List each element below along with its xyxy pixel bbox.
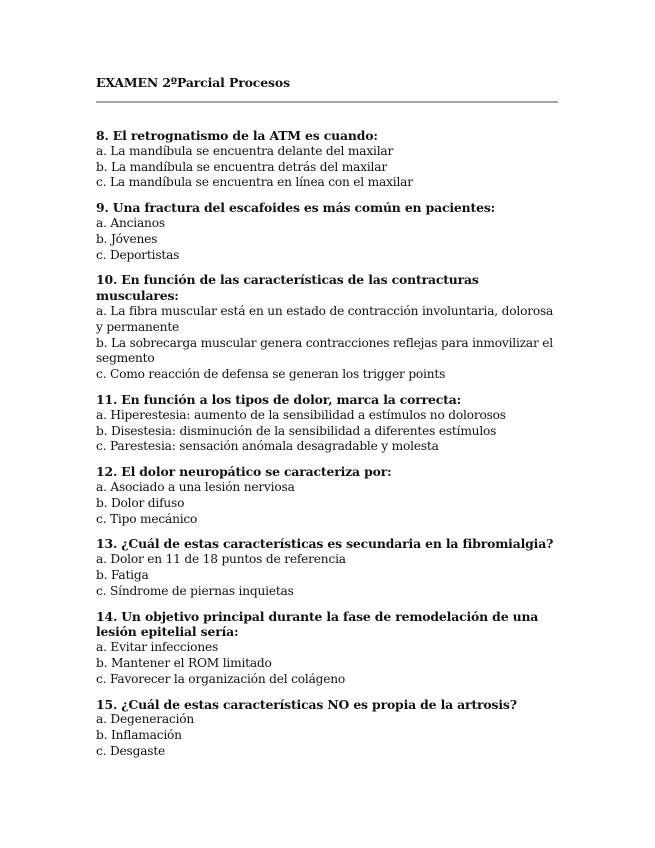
answer-option: a. Degeneración [96,712,195,727]
answer-option: b. Mantener el ROM limitado [96,655,272,670]
question-title: 15. ¿Cuál de estas características NO es propia de la artrosis? [96,696,517,712]
question-block [96,464,562,527]
answer-option: b. La mandíbula se encuentra detrás del maxilar [96,159,387,174]
question-title: 9. Una fractura del escafoides es más común en pacientes: [96,200,496,216]
question-block [96,536,562,599]
answer-option: c. La mandíbula se encuentra en línea con el maxilar [96,175,413,190]
answer-option: a. Evitar infecciones [96,640,219,655]
question-block [96,272,562,383]
answer-option: b. Inflamación [96,728,182,743]
answer-option: c. Síndrome de piernas inquietas [96,583,294,598]
question-title: 10. En función de las características de las contracturas musculares: [96,272,479,304]
answer-option: c. Como reacción de defensa se generan los trigger points [96,367,446,382]
answer-option: a. La mandíbula se encuentra delante del maxilar [96,143,394,158]
answer-option: b. Dolor difuso [96,495,185,510]
question-title: 13. ¿Cuál de estas características es secundaria en la fibromialgia? [96,536,554,552]
answer-option: b. Fatiga [96,567,149,582]
answer-option: b. La sobrecarga muscular genera contracciones reflejas para inmovilizar el segmento [96,335,553,366]
document-title: EXAMEN 2ºParcial Procesos [96,75,290,90]
answer-option: c. Parestesia: sensación anómala desagradable y molesta [96,439,439,454]
answer-option: a. Ancianos [96,215,165,230]
title-divider [96,101,558,103]
question-title: 12. El dolor neuropático se caracteriza por: [96,464,392,480]
question-block [96,128,562,191]
question-block [96,200,562,263]
answer-option: a. La fibra muscular está en un estado de contracción involuntaria, dolorosa y permanente [96,303,554,334]
question-title: 14. Un objetivo principal durante la fase de remodelación de una lesión epitelial sería: [96,608,539,640]
answer-option: c. Deportistas [96,247,180,262]
answer-option: c. Tipo mecánico [96,511,198,526]
question-block [96,697,562,760]
answer-option: c. Desgaste [96,743,166,758]
question-title: 8. El retrognatismo de la ATM es cuando: [96,128,378,143]
answer-option: a. Asociado a una lesión nerviosa [96,479,295,494]
answer-option: a. Hiperestesia: aumento de la sensibilidad a estímulos no dolorosos [96,407,506,422]
question-list [96,128,562,769]
question-title: 11. En función a los tipos de dolor, marca la correcta: [96,391,462,407]
answer-option: b. Jóvenes [96,231,158,246]
question-block [96,392,562,455]
question-block [96,609,562,688]
answer-option: a. Dolor en 11 de 18 puntos de referencia [96,552,346,567]
answer-option: c. Favorecer la organización del colágeno [96,671,346,686]
answer-option: b. Disestesia: disminución de la sensibilidad a diferentes estímulos [96,423,497,438]
